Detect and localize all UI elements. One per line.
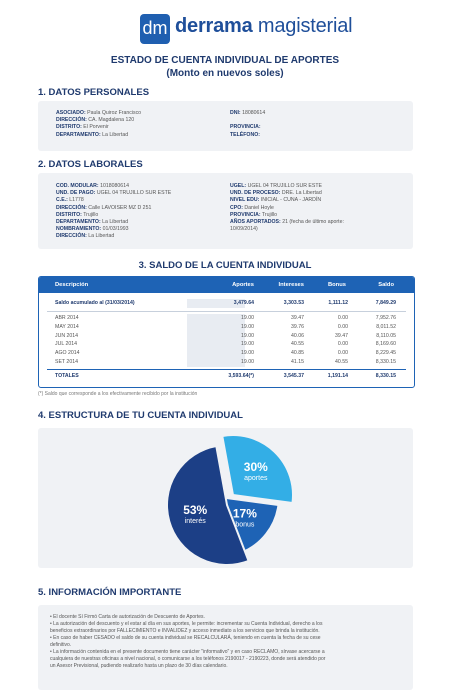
cell-bonus: 0.00 — [337, 315, 348, 321]
kv-row — [230, 205, 344, 212]
cell-intereses: 40.85 — [291, 350, 304, 357]
cell-bonus: 40.55 — [335, 359, 348, 365]
cell-saldo: 7,849.29 — [375, 300, 396, 306]
label: CPO: — [230, 204, 243, 211]
logo-icon: dm — [140, 14, 170, 44]
info-line: • El docente Sí Firmó Carta de autorización de Descuento de Aportes. — [50, 614, 205, 620]
label: NIVEL EDU: — [230, 197, 260, 204]
value-direccion: CA. Magdalena 120 — [88, 117, 135, 124]
value-departamento: La Libertad — [102, 131, 129, 138]
value: L1778 — [69, 197, 84, 204]
label: DIRECCIÓN: — [56, 233, 87, 240]
value-distrito: El Porvenir — [83, 124, 109, 131]
table-row — [39, 300, 414, 309]
saldo-table — [38, 276, 415, 388]
info-line: beneficios extraordinarios por FALLECIMIENTO e INVALIDEZ y acceso inmediato a los servicios que brinda la institución. — [50, 628, 320, 634]
value: Calle LAVOISER MZ D 251 — [88, 204, 152, 211]
cell-intereses: 40.55 — [291, 341, 304, 348]
cell-intereses: 39.76 — [291, 323, 304, 330]
label: COD. MODULAR: — [56, 183, 99, 189]
pie-pct-aportes: 30% — [243, 460, 268, 475]
label: DIRECCIÓN: — [56, 204, 87, 211]
aportes-cell-bg — [187, 349, 245, 358]
pie-card — [38, 428, 413, 568]
value: Trujillo — [83, 211, 99, 218]
cell-bonus: 1,111.12 — [328, 300, 348, 306]
section-saldo-title: 3. SALDO DE LA CUENTA INDIVIDUAL — [138, 260, 312, 271]
personal-right — [230, 110, 265, 139]
label: ASOCIADO: — [56, 110, 86, 116]
section-personal-title: 1. DATOS PERSONALES — [38, 87, 150, 98]
label: NOMBRAMIENTO: — [56, 226, 102, 233]
cell-intereses: 40.06 — [291, 332, 304, 339]
document-title — [0, 54, 450, 80]
cell-desc: AGO 2014 — [55, 350, 80, 357]
cell-aportes: 3,593.64(*) — [228, 373, 254, 379]
brand-name — [175, 15, 352, 38]
cell-saldo: 8,330.15 — [375, 373, 396, 379]
value: La Libertad — [88, 233, 115, 240]
label: DEPARTAMENTO: — [56, 219, 101, 226]
cell-saldo: 8,110.05 — [376, 332, 396, 339]
label: DEPARTAMENTO: — [56, 131, 101, 138]
cell-saldo: 8,330.15 — [375, 359, 396, 365]
col-intereses: Intereses — [278, 282, 304, 288]
aportes-cell-bg — [187, 314, 245, 323]
kv-row — [230, 197, 344, 204]
brand-bold: derrama — [175, 15, 253, 37]
personal-left — [56, 110, 141, 139]
cell-intereses: 3,545.37 — [283, 373, 304, 379]
label: C.E.: — [56, 197, 68, 204]
pie-label-bonus: bonus — [235, 521, 255, 529]
personal-card — [38, 101, 413, 151]
table-header — [39, 277, 414, 293]
value-dni: 18080614 — [242, 110, 266, 116]
value: 21 (fecha de último aporte: — [282, 219, 344, 226]
kv-row — [56, 190, 171, 197]
cell-aportes: 19.00 — [241, 350, 254, 357]
label: DIRECCIÓN: — [56, 117, 87, 124]
info-line: cualquiera de nuestras oficinas a nivel nacional, o comunicarse a los teléfonos 2190017 - 2190223, donde será atendido por — [50, 656, 326, 662]
value: 1018080614 — [100, 183, 129, 189]
aportes-cell-bg — [187, 323, 245, 332]
value: 01/03/1993 — [102, 226, 129, 233]
col-descripcion: Descripción — [55, 282, 89, 288]
brand-light: magisterial — [252, 15, 353, 37]
pie-chart — [38, 428, 413, 568]
label: DISTRITO: — [56, 124, 82, 131]
table-divider — [47, 369, 406, 370]
value-asociado: Paula Quiroz Francisco — [87, 110, 142, 116]
aportes-cell-bg — [187, 332, 245, 341]
aportes-cell-bg — [187, 358, 245, 367]
kv-row — [56, 233, 171, 240]
cell-saldo: 8,011.52 — [376, 323, 396, 330]
title-line-2: (Monto en nuevos soles) — [166, 68, 284, 79]
value: DRE. La Libertad — [281, 190, 322, 197]
value: 10/09/2014) — [230, 226, 258, 233]
info-line: un Asesor Previsional, pudiendo realizarlo hasta un plazo de 30 días calendario. — [50, 663, 228, 669]
title-line-1: ESTADO DE CUENTA INDIVIDUAL DE APORTES — [110, 55, 340, 66]
kv-row — [230, 219, 344, 226]
cell-aportes: 19.00 — [241, 341, 254, 348]
kv-row — [56, 197, 171, 204]
cell-bonus: 0.00 — [337, 350, 348, 357]
cell-aportes: 19.00 — [241, 359, 254, 365]
info-line: definitivo. — [50, 642, 72, 648]
cell-intereses: 41.15 — [291, 359, 304, 365]
kv-row — [230, 212, 344, 219]
section-laboral-title: 2. DATOS LABORALES — [38, 159, 143, 170]
cell-aportes: 19.00 — [241, 332, 254, 339]
cell-bonus: 0.00 — [337, 323, 348, 330]
section-info-title: 5. INFORMACIÓN IMPORTANTE — [38, 587, 182, 598]
info-line: • En caso de haber CESADO el saldo de su cuenta individual se RECALCULARÁ, teniendo en cuenta la fecha de su cese — [50, 635, 321, 641]
pie-pct-interés: 53% — [183, 502, 208, 517]
kv-row — [230, 226, 344, 233]
label: TELÉFONO: — [230, 131, 260, 138]
cell-desc: MAY 2014 — [55, 323, 79, 330]
kv-row — [56, 219, 171, 226]
cell-saldo: 8,229.45 — [375, 350, 396, 357]
label: UND. DE PAGO: — [56, 190, 96, 197]
kv-row — [230, 183, 344, 190]
value: UGEL 04 TRUJILLO SUR ESTE — [96, 190, 172, 197]
cell-aportes: 19.00 — [241, 315, 254, 321]
label: UND. DE PROCESO: — [230, 190, 281, 197]
laboral-right — [230, 183, 344, 233]
label: PROVINCIA: — [230, 211, 261, 218]
section-estructura-title: 4. ESTRUCTURA DE TU CUENTA INDIVIDUAL — [38, 410, 243, 421]
cell-aportes: 3,479.64 — [233, 300, 254, 306]
cell-desc: ABR 2014 — [55, 315, 79, 321]
cell-desc: TOTALES — [55, 373, 79, 379]
info-line: • La autorización del descuento y el estar al día en sus aportes, le permite: incrementar su Cuenta Individual, derecho a los — [50, 621, 323, 627]
kv-row — [56, 212, 171, 219]
col-saldo: Saldo — [378, 282, 394, 288]
value: Daniel Hoyle — [244, 204, 274, 211]
table-divider — [47, 311, 406, 312]
cell-bonus: 39.47 — [335, 332, 348, 339]
col-bonus: Bonus — [327, 282, 346, 288]
cell-intereses: 39.47 — [291, 315, 304, 321]
col-aportes: Aportes — [232, 282, 254, 288]
pie-pct-bonus: 17% — [232, 506, 257, 521]
value: Trujillo — [261, 211, 278, 218]
pie-label-interés: interés — [184, 517, 206, 525]
table-row — [39, 359, 414, 368]
cell-bonus: 0.00 — [337, 341, 348, 348]
kv-row — [56, 183, 171, 190]
cell-intereses: 3,303.53 — [283, 300, 304, 306]
cell-saldo: 7,952.76 — [375, 315, 396, 321]
cell-desc: SET 2014 — [55, 359, 78, 365]
cell-desc: JUL 2014 — [55, 341, 78, 348]
table-footnote: (*) Saldo que corresponde a los efectivamente recibido por la institución — [38, 391, 198, 397]
cell-bonus: 1,191.14 — [327, 373, 348, 379]
aportes-cell-bg — [187, 340, 245, 349]
label: DNI: — [230, 110, 241, 116]
cell-desc: JUN 2014 — [55, 332, 79, 339]
value: La Libertad — [102, 219, 129, 226]
kv-row — [56, 205, 171, 212]
cell-saldo: 8,169.60 — [375, 341, 396, 348]
cell-desc: Saldo acumulado al (31/03/2014) — [55, 300, 135, 306]
laboral-left — [56, 183, 171, 241]
info-card — [38, 605, 413, 690]
pie-label-aportes: aportes — [244, 475, 268, 483]
value: UGEL 04 TRUJILLO SUR ESTE — [247, 183, 322, 189]
table-row — [39, 373, 414, 382]
label: UGEL: — [230, 183, 247, 189]
info-line: • La información contenida en el presente documento tiene carácter "informativo" y en caso RECLAMO, sírvase acercarse a — [50, 649, 325, 655]
cell-aportes: 19.00 — [241, 323, 254, 330]
laboral-card — [38, 173, 413, 249]
label: PROVINCIA: — [230, 124, 261, 131]
value: INICIAL - CUNA - JARDÍN — [260, 197, 322, 204]
label: AÑOS APORTADOS: — [230, 219, 281, 226]
label: DISTRITO: — [56, 211, 82, 218]
